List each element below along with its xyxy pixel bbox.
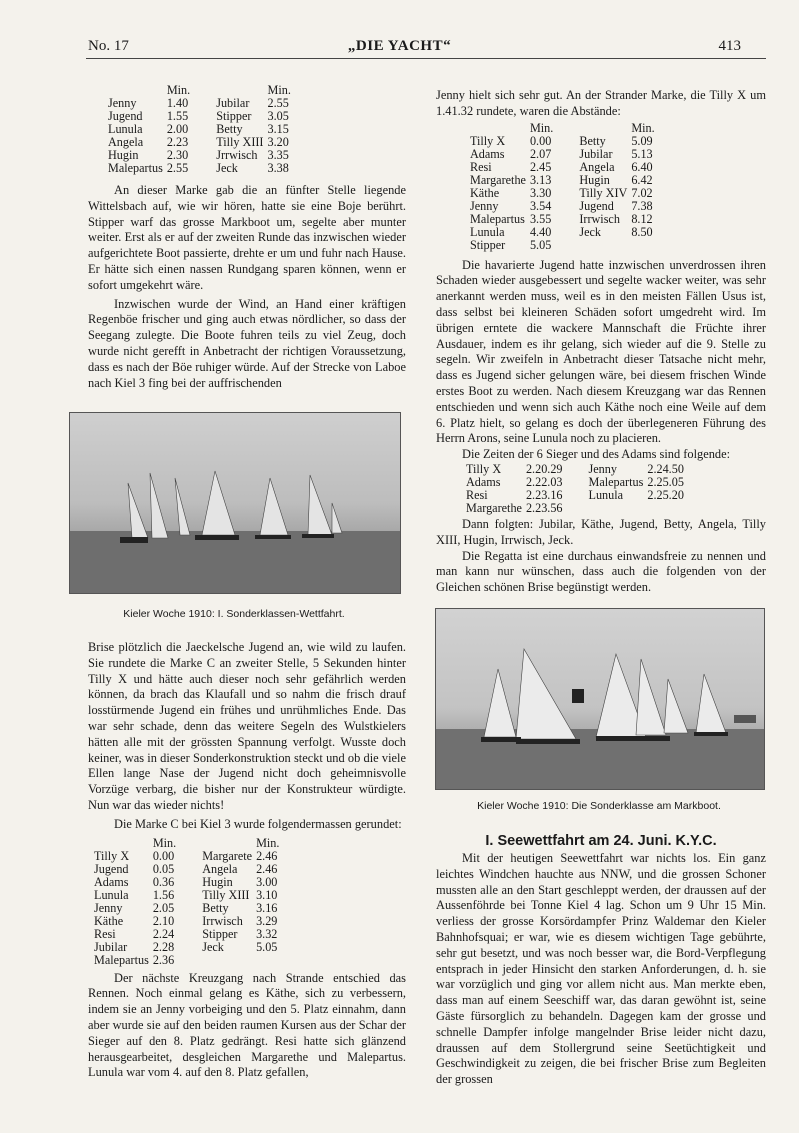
time-value: 2.24 — [152, 926, 175, 941]
boat-name: Lunula — [588, 487, 624, 502]
time-value: 0.00 — [152, 848, 175, 863]
boat-name: Angela — [579, 159, 615, 174]
paragraph: Die havarierte Jugend hatte inzwischen unverdrossen ihren Schaden wieder ausgebessert und segelte wacker weiter, was sehr anerkannt werden muss, weil es in den meisten Fällen Usus ist, dass selbst bei kleineren Schäden sofort umgedreht wird. Im übrigen erntete die wackere Mannschaft die Früchte ihrer Ausdauer, indem es ihr gelang, sich wieder auf die 9. Stelle zu segeln. Wir zweifeln in Anbetracht dieser Tatsache nicht mehr, dass es Jugend sicher gelungen wäre, bei diesem frischen Winde erstes Boot zu werden. Nach diesem Kreuzgang war das Rennen entschieden und wenn sich auch Käthe noch eine Weile auf dem 6. Platz hielt, so gelang es doch der überlegeneren Führung des Herrn Arons, seine Lunula noch zu placieren. — [436, 257, 766, 446]
boat-name: Jenny — [470, 198, 499, 213]
table-row — [94, 941, 283, 954]
time-value: 1.56 — [152, 887, 175, 902]
paragraph: Der nächste Kreuzgang nach Strande entschied das Rennen. Noch einmal gelang es Käthe, sich zu verbessern, indem sie an Jenny vorbeiging und den 5. Platz einnahm, dann aber wurde sie auf den beiden raumen Kursen aus der Schar der Sieger auf den 8. Platz gedrängt. Resi hatte sich glänzend herausgearbeitet, desgleichen Margarethe und Malepartus. Lunula war vom 4. auf den 8. Platz gefallen, — [88, 970, 406, 1080]
boat-name: Jubilar — [94, 939, 128, 954]
boat-name: Malepartus — [470, 211, 525, 226]
boat-name: Tilly XIII — [216, 135, 264, 149]
time-value: 2.23 — [166, 135, 189, 149]
boat-name: Lunula — [108, 122, 143, 136]
time-value: 4.40 — [529, 224, 552, 239]
time-value: 2.30 — [166, 148, 189, 162]
table-row — [470, 135, 659, 148]
time-value: 3.30 — [529, 185, 552, 200]
boat-name: Jeck — [216, 161, 238, 175]
sailboats-image — [70, 413, 400, 593]
regatta-photo-2 — [435, 608, 765, 790]
table-row — [466, 463, 688, 476]
time-value: 3.00 — [256, 874, 278, 889]
boat-name: Hugin — [202, 874, 233, 889]
time-value: 0.00 — [529, 133, 552, 148]
boat-name: Stipper — [470, 237, 506, 252]
time-value: 2.25.05 — [647, 474, 684, 489]
boat-name: Hugin — [579, 172, 610, 187]
time-value: 3.15 — [267, 122, 289, 136]
table-row — [470, 187, 659, 200]
paragraph: Brise plötzlich die Jaeckelsche Jugend an, wie wild zu laufen. Sie rundete die Marke C an zweiter Stelle, 5 Sekunden hinter Tilly X und hätte auch dieser noch sehr gefährlich werden können, da brach das Klaufall und so nahm die frisch drauf losstürmende Jugend ein frühes und unrühmliches Ende. Das war sehr schade, denn das weitere Segeln des Wulstkielers hätten alle mit der grössten Spannung verfolgt. Wusste doch keiner, was in dieser Sonderkonstruktion steckt und ob die viele Ellen lange Nase der Jugend nicht doch geheimnisvolle Vorzüge verbarg, die bisher nur der Konstrukteur würdigte. Nun war das wieder nichts! — [88, 640, 406, 812]
boat-name: Jeck — [202, 939, 224, 954]
table-row — [466, 502, 688, 515]
boat-name: Adams — [470, 146, 505, 161]
boat-name: Hugin — [108, 148, 139, 162]
results-table-3-grid — [470, 122, 659, 252]
table-row — [470, 161, 659, 174]
time-value: 3.16 — [256, 900, 278, 915]
boat-name: Tilly X — [470, 133, 506, 148]
boat-name: Lunula — [94, 887, 129, 902]
time-value — [256, 954, 283, 967]
regatta-photo-1 — [69, 412, 401, 594]
boat-name: Tilly X — [94, 848, 130, 863]
right-column-top — [436, 88, 766, 596]
boat-name: Lunula — [470, 224, 505, 239]
boat-name: Jubilar — [579, 146, 613, 161]
time-value: 3.13 — [529, 172, 552, 187]
left-column-top — [88, 84, 406, 391]
table-row — [466, 489, 688, 502]
time-value: 8.12 — [631, 211, 653, 226]
boat-name: Margarethe — [470, 172, 526, 187]
paragraph: Inzwischen wurde der Wind, an Hand einer kräftigen Regenböe frischer und ging auch etwas nördlicher, so dass der Seegang zulegte. Die Boote fuhren teils zu viel Zeug, doch wurde nicht gerefft in Anbetracht der richtigen Voraussetzung, dass es nach der Böe ruhiger würde. Auf der Strecke von Laboe nach Kiel 3 fing bei der auffrischenden — [88, 296, 406, 390]
time-value: 2.23.56 — [525, 500, 563, 515]
col-header-min: Min. — [631, 120, 655, 135]
boat-name: Angela — [108, 135, 144, 149]
paragraph: Die Marke C bei Kiel 3 wurde folgendermassen gerundet: — [114, 816, 402, 831]
time-value: 0.36 — [152, 874, 175, 889]
boat-name: Margarete — [202, 848, 253, 863]
results-table-2 — [88, 837, 406, 967]
boat-name: Margarethe — [466, 500, 522, 515]
table-row — [470, 239, 659, 252]
col-header-min: Min. — [166, 83, 191, 97]
boat-name: Jenny — [94, 900, 123, 915]
time-value: 2.10 — [152, 913, 175, 928]
left-column-bottom — [88, 640, 406, 1081]
time-value: 2.07 — [529, 146, 552, 161]
results-table-1 — [88, 84, 406, 175]
time-value: 5.05 — [529, 237, 552, 252]
time-value: 3.20 — [267, 135, 289, 149]
table-row — [470, 174, 659, 187]
paragraph: Die Zeiten der 6 Sieger und des Adams sind folgende: — [462, 447, 731, 462]
time-value: 2.55 — [267, 96, 289, 110]
table-row — [94, 928, 283, 941]
time-value: 3.32 — [256, 926, 278, 941]
time-value — [647, 502, 688, 515]
boat-name: Jugend — [108, 109, 143, 123]
page-number: 413 — [718, 38, 741, 54]
table-row — [470, 200, 659, 213]
results-table-3 — [436, 122, 766, 252]
table-row — [94, 889, 283, 902]
boat-name: Betty — [579, 133, 606, 148]
time-value: 7.02 — [631, 185, 653, 200]
time-value: 8.50 — [631, 224, 653, 239]
time-value: 3.38 — [267, 161, 289, 175]
table-header-row — [470, 122, 659, 135]
boat-name: Adams — [94, 874, 129, 889]
time-value: 3.55 — [529, 211, 552, 226]
time-value: 3.10 — [256, 887, 278, 902]
boat-name — [579, 239, 631, 252]
journal-title: „DIE YACHT“ — [347, 38, 452, 54]
time-value: 2.24.50 — [647, 461, 684, 476]
time-value: 0.05 — [152, 861, 175, 876]
finish-times-table — [436, 463, 766, 515]
boat-name: Käthe — [94, 913, 124, 928]
boat-name: Jeck — [579, 224, 601, 239]
boat-name: Betty — [202, 900, 229, 915]
paragraph: Mit der heutigen Seewettfahrt war nichts los. Ein ganz leichtes Windchen hauchte aus NNW, und die grossen Schoner mussten alle an den Start geschleppt werden, der draussen auf der Aussenföhrde bei Tonne Kiel 4 lag. Schon um 9 Uhr 15 Min. verliess der grosse Korsördampfer Prinz Waldemar den Kieler Bahnhofsquai; er war, wie es diesem wichtigen Tage gebührte, sehr gut besetzt, und was noch besser war, die Bord-Verpflegung entsprach in jeder Hinsicht den starken Anforderungen, d. h. sie war vorzüglich und ging vor allem nicht aus. Man merkte eben, dass man auf einem Seeschiff war, das daran gewöhnt ist, seine Gäste fürsorglich zu behandeln. Dagegen kam der grosse und schnelle Dampfer infolge mangelnder Brise leider nicht dazu, draussen auf dem Stollergrund seine Seetüchtigkeit und Geschwindigkeit zu zeigen, die bei frischer Brise zum Begleiten der grossen — [436, 851, 766, 1087]
finish-times-grid — [466, 463, 688, 515]
boat-name: Malepartus — [108, 161, 163, 175]
time-value — [631, 239, 658, 252]
time-value: 2.45 — [529, 159, 552, 174]
boat-name: Jenny — [108, 96, 137, 110]
boat-name: Tilly X — [466, 461, 502, 476]
boat-name — [589, 502, 648, 515]
col-header-min: Min. — [529, 120, 554, 135]
table-row — [470, 213, 659, 226]
time-value: 2.46 — [256, 848, 278, 863]
time-value: 2.55 — [166, 161, 189, 175]
section-heading: I. Seewettfahrt am 24. Juni. K.Y.C. — [485, 833, 717, 849]
time-value: 7.38 — [631, 198, 653, 213]
col-header-min: Min. — [267, 83, 291, 97]
col-header-min: Min. — [152, 835, 177, 850]
time-value: 1.55 — [166, 109, 189, 123]
boat-name: Resi — [470, 159, 492, 174]
boat-name: Tilly XIV — [579, 185, 628, 200]
table-row — [94, 954, 283, 967]
photo-caption-2: Kieler Woche 1910: Die Sonderklasse am Markboot. — [477, 800, 721, 812]
time-value: 3.54 — [529, 198, 552, 213]
time-value: 5.13 — [631, 146, 653, 161]
table-row — [108, 162, 295, 175]
table-row — [94, 863, 283, 876]
boat-name: Tilly XIII — [202, 887, 250, 902]
time-value: 2.23.16 — [525, 487, 563, 502]
photo-caption-1: Kieler Woche 1910: I. Sonderklassen-Wettfahrt. — [123, 608, 345, 620]
header-rule — [86, 58, 766, 59]
sailboats-markboot-image — [436, 609, 764, 789]
time-value: 2.25.20 — [647, 487, 684, 502]
paragraph: Jenny hielt sich sehr gut. An der Strander Marke, die Tilly X um 1.41.32 rundete, waren die Abstände: — [436, 88, 766, 118]
boat-name: Irrwisch — [202, 913, 243, 928]
boat-name: Jenny — [588, 461, 617, 476]
time-value: 5.09 — [631, 133, 653, 148]
table-row — [470, 148, 659, 161]
boat-name: Jrrwisch — [216, 148, 258, 162]
paragraph: Dann folgten: Jubilar, Käthe, Jugend, Betty, Angela, Tilly XIII, Hugin, Irrwisch, Jeck. — [436, 516, 766, 547]
boat-name: Jugend — [94, 861, 129, 876]
issue-number: No. 17 — [88, 38, 129, 54]
paragraph: An dieser Marke gab die an fünfter Stelle liegende Wittelsbach auf, wie wir hören, hatte sie eine Boje berührt. Stipper warf das grosse Markboot um, segelte aber munter weiter. Erst als er auf der zweiten Runde das inzwischen wieder aufgerichtete Boot passierte, drehte er um und fuhr nach Hause. Er hätte sich einen nassen Rundgang sparen können, wenn er sofort umgekehrt wäre. — [88, 183, 406, 292]
time-value: 1.40 — [166, 96, 189, 110]
time-value: 2.28 — [152, 939, 175, 954]
table-header-row — [108, 84, 295, 97]
boat-name: Resi — [94, 926, 116, 941]
boat-name: Angela — [202, 861, 238, 876]
col-header-min: Min. — [256, 835, 280, 850]
boat-name — [202, 954, 256, 967]
table-row — [94, 915, 283, 928]
boat-name: Resi — [466, 487, 488, 502]
table-row — [470, 226, 659, 239]
paragraph: Die Regatta ist eine durchaus einwandsfreie zu nennen und man kann nur wünschen, dass auch die folgenden von der Gleichen schönen Brise begünstigt werden. — [436, 548, 766, 595]
boat-name: Malepartus — [94, 952, 149, 967]
table-row — [94, 876, 283, 889]
time-value: 2.00 — [166, 122, 189, 136]
time-value: 3.29 — [256, 913, 278, 928]
time-value: 2.22.03 — [525, 474, 563, 489]
time-value: 2.20.29 — [525, 461, 563, 476]
boat-name: Käthe — [470, 185, 500, 200]
time-value: 6.42 — [631, 172, 653, 187]
table-header-row — [94, 837, 283, 850]
time-value: 2.05 — [152, 900, 175, 915]
boat-name: Betty — [216, 122, 243, 136]
time-value: 3.05 — [267, 109, 289, 123]
time-value: 2.36 — [152, 952, 175, 967]
table-row — [94, 850, 283, 863]
time-value: 6.40 — [631, 159, 653, 174]
boat-name: Irrwisch — [579, 211, 620, 226]
boat-name: Jubilar — [216, 96, 250, 110]
time-value: 3.35 — [267, 148, 289, 162]
boat-name: Adams — [466, 474, 501, 489]
boat-name: Stipper — [202, 926, 238, 941]
table-row — [94, 902, 283, 915]
results-table-1-grid — [108, 84, 295, 175]
boat-name: Stipper — [216, 109, 252, 123]
table-row — [466, 476, 688, 489]
boat-name: Malepartus — [588, 474, 644, 489]
boat-name: Jugend — [579, 198, 614, 213]
right-column-bottom — [436, 833, 766, 1088]
results-table-2-grid — [94, 837, 283, 967]
time-value: 5.05 — [256, 939, 278, 954]
time-value: 2.46 — [256, 861, 278, 876]
